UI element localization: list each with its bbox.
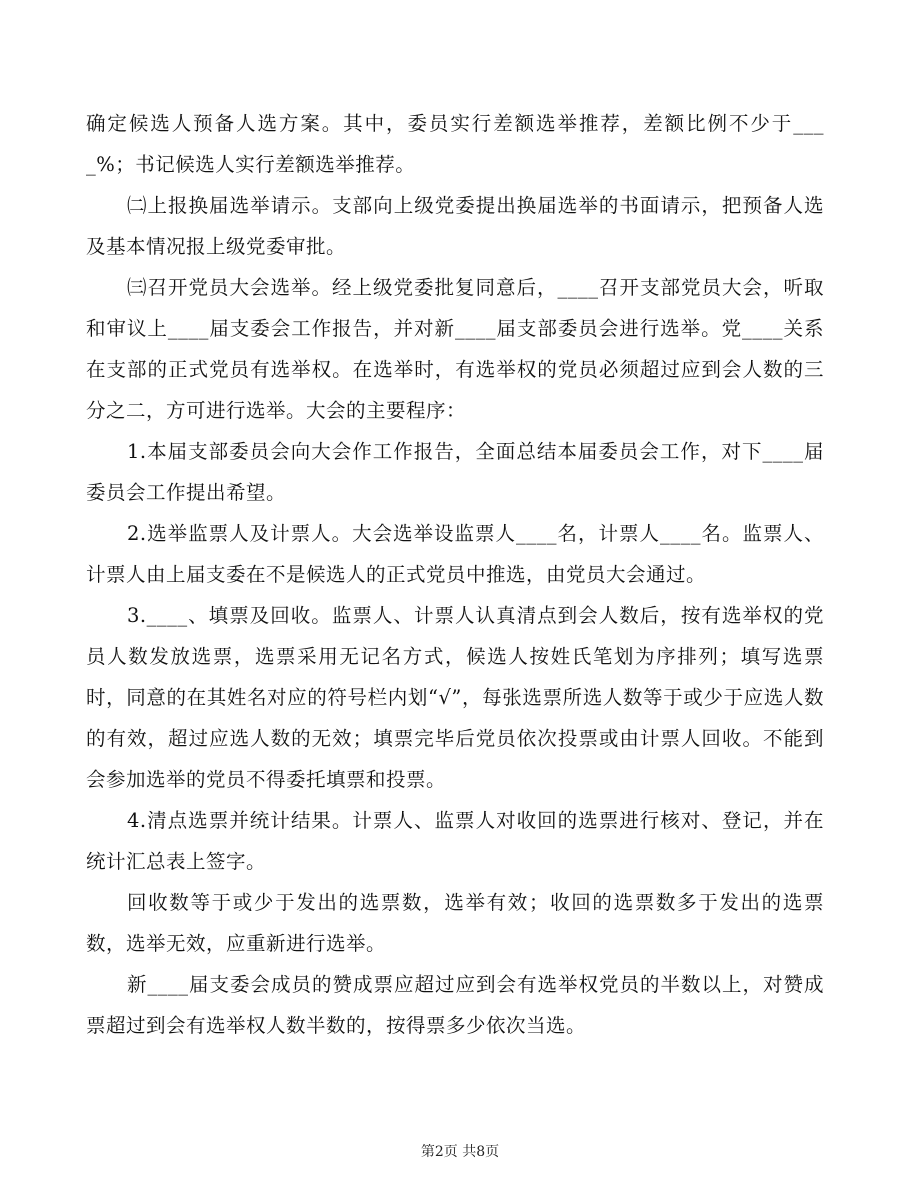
paragraph-step-3-ballots: 3.____、填票及回收。监票人、计票人认真清点到会人数后，按有选举权的党员人数发放选票，选票采用无记名方式，候选人按姓氏笔划为序排列；填写选票时，同意的在其姓名对应的符号栏内划“√”，每张选票所选人数等于或少于应选人数的有效，超过应选人数的无效；填票完毕后党员依次投票或由计票人回收。不能到会参加选举的党员不得委托填票和投票。 — [86, 604, 824, 791]
paragraph-election-result: 新____届支委会成员的赞成票应超过应到会有选举权党员的半数以上，对赞成票超过到会有选举权人数半数的，按得票多少依次当选。 — [86, 973, 824, 1037]
paragraph-candidate-plan: 确定候选人预备人选方案。其中，委员实行差额选举推荐，差额比例不少于____%；书记候选人实行差额选举推荐。 — [86, 112, 824, 176]
body-text — [86, 103, 824, 1046]
paragraph-election-request: ㈡上报换届选举请示。支部向上级党委提出换届选举的书面请示，把预备人选及基本情况报上级党委审批。 — [86, 194, 824, 258]
paragraph-step-1-report: 1.本届支部委员会向大会作工作报告，全面总结本届委员会工作，对下____届委员会工作提出希望。 — [86, 440, 824, 504]
page-number-footer: 第2页 共8页 — [420, 1144, 500, 1160]
paragraph-validity-rule: 回收数等于或少于发出的选票数，选举有效；收回的选票数多于发出的选票数，选举无效，应重新进行选举。 — [86, 891, 824, 955]
paragraph-step-2-scrutineers: 2.选举监票人及计票人。大会选举设监票人____名，计票人____名。监票人、计票人由上届支委在不是候选人的正式党员中推选，由党员大会通过。 — [86, 522, 824, 586]
paragraph-step-4-counting: 4.清点选票并统计结果。计票人、监票人对收回的选票进行核对、登记，并在统计汇总表上签字。 — [86, 809, 824, 873]
paragraph-member-meeting: ㈢召开党员大会选举。经上级党委批复同意后，____召开支部党员大会，听取和审议上____届支委会工作报告，并对新____届支部委员会进行选举。党____关系在支部的正式党员有选举权。在选举时，有选举权的党员必须超过应到会人数的三分之二，方可进行选举。大会的主要程序： — [86, 276, 824, 422]
